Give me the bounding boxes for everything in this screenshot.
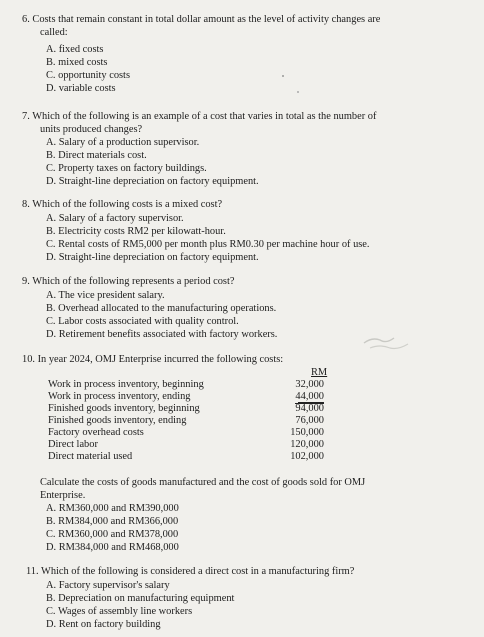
option-c[interactable]: C. RM360,000 and RM378,000 bbox=[46, 529, 179, 540]
option-c[interactable]: C. Wages of assembly line workers bbox=[46, 606, 193, 617]
option-c[interactable]: C. Rental costs of RM5,000 per month plus RM0.30 per machine hour of use. bbox=[46, 239, 370, 250]
table-row bbox=[0, 427, 484, 439]
question-stem-line: 11. Which of the following is considered a direct cost in a manufacturing firm? bbox=[26, 566, 355, 577]
pencil-scribble bbox=[370, 344, 408, 349]
option-a[interactable]: A. Salary of a factory supervisor. bbox=[46, 213, 184, 224]
option-d[interactable]: D. Straight-line depreciation on factory equipment. bbox=[46, 252, 259, 263]
row-amount: 32,000 bbox=[295, 379, 324, 390]
option-b[interactable]: B. Overhead allocated to the manufacturing operations. bbox=[46, 303, 277, 314]
question-stem-line: 6. Costs that remain constant in total dollar amount as the level of activity changes are bbox=[22, 14, 381, 25]
option-d[interactable]: D. Rent on factory building bbox=[46, 619, 161, 630]
option-c[interactable]: C. opportunity costs bbox=[46, 70, 130, 81]
option-b[interactable]: B. Depreciation on manufacturing equipment bbox=[46, 593, 235, 604]
option-b[interactable]: B. Electricity costs RM2 per kilowatt-hour. bbox=[46, 226, 226, 237]
question-stem-line: called: bbox=[40, 27, 68, 38]
option-d[interactable]: D. RM384,000 and RM468,000 bbox=[46, 542, 179, 553]
row-label: Work in process inventory, ending bbox=[48, 391, 191, 402]
option-b[interactable]: B. Direct materials cost. bbox=[46, 150, 147, 161]
option-a[interactable]: A. Salary of a production supervisor. bbox=[46, 137, 200, 148]
row-amount: 94,000 bbox=[295, 403, 324, 414]
table-row bbox=[0, 439, 484, 451]
option-a[interactable]: A. fixed costs bbox=[46, 44, 104, 55]
question-stem-line: 8. Which of the following costs is a mixed cost? bbox=[22, 199, 223, 210]
table-row bbox=[0, 391, 484, 403]
row-label: Direct material used bbox=[48, 451, 133, 462]
question-stem-line: units produced changes? bbox=[40, 124, 143, 135]
row-label: Finished goods inventory, ending bbox=[48, 415, 187, 426]
table-row bbox=[0, 451, 484, 463]
row-label: Finished goods inventory, beginning bbox=[48, 403, 200, 414]
option-a[interactable]: A. The vice president salary. bbox=[46, 290, 165, 301]
option-d[interactable]: D. Retirement benefits associated with factory workers. bbox=[46, 329, 278, 340]
option-b[interactable]: B. RM384,000 and RM366,000 bbox=[46, 516, 179, 527]
row-amount: 102,000 bbox=[290, 451, 324, 462]
question-stem-line: 7. Which of the following is an example of a cost that varies in total as the number of bbox=[22, 111, 377, 122]
option-d[interactable]: D. Straight-line depreciation on factory equipment. bbox=[46, 176, 259, 187]
question-stem-line: 10. In year 2024, OMJ Enterprise incurred the following costs: bbox=[22, 354, 284, 365]
row-amount: 44,000 bbox=[295, 391, 324, 402]
row-amount: 120,000 bbox=[290, 439, 324, 450]
pencil-dot bbox=[282, 75, 284, 77]
row-label: Direct labor bbox=[48, 439, 98, 450]
question-instruction-line: Calculate the costs of goods manufactured and the cost of goods sold for OMJ bbox=[40, 477, 366, 488]
option-a[interactable]: A. RM360,000 and RM390,000 bbox=[46, 503, 179, 514]
row-label: Factory overhead costs bbox=[48, 427, 144, 438]
table-header-currency: RM bbox=[311, 367, 328, 378]
pencil-scribble bbox=[364, 338, 394, 343]
row-amount: 150,000 bbox=[290, 427, 324, 438]
row-label: Work in process inventory, beginning bbox=[48, 379, 204, 390]
pencil-dot bbox=[297, 91, 299, 93]
row-amount: 76,000 bbox=[295, 415, 324, 426]
option-a[interactable]: A. Factory supervisor's salary bbox=[46, 580, 170, 591]
question-stem-line: 9. Which of the following represents a period cost? bbox=[22, 276, 235, 287]
option-d[interactable]: D. variable costs bbox=[46, 83, 116, 94]
table-row bbox=[0, 379, 484, 391]
option-c[interactable]: C. Labor costs associated with quality control. bbox=[46, 316, 239, 327]
option-b[interactable]: B. mixed costs bbox=[46, 57, 108, 68]
question-instruction-line: Enterprise. bbox=[40, 490, 86, 501]
table-row bbox=[0, 415, 484, 427]
table-row bbox=[0, 403, 484, 415]
option-c[interactable]: C. Property taxes on factory buildings. bbox=[46, 163, 207, 174]
